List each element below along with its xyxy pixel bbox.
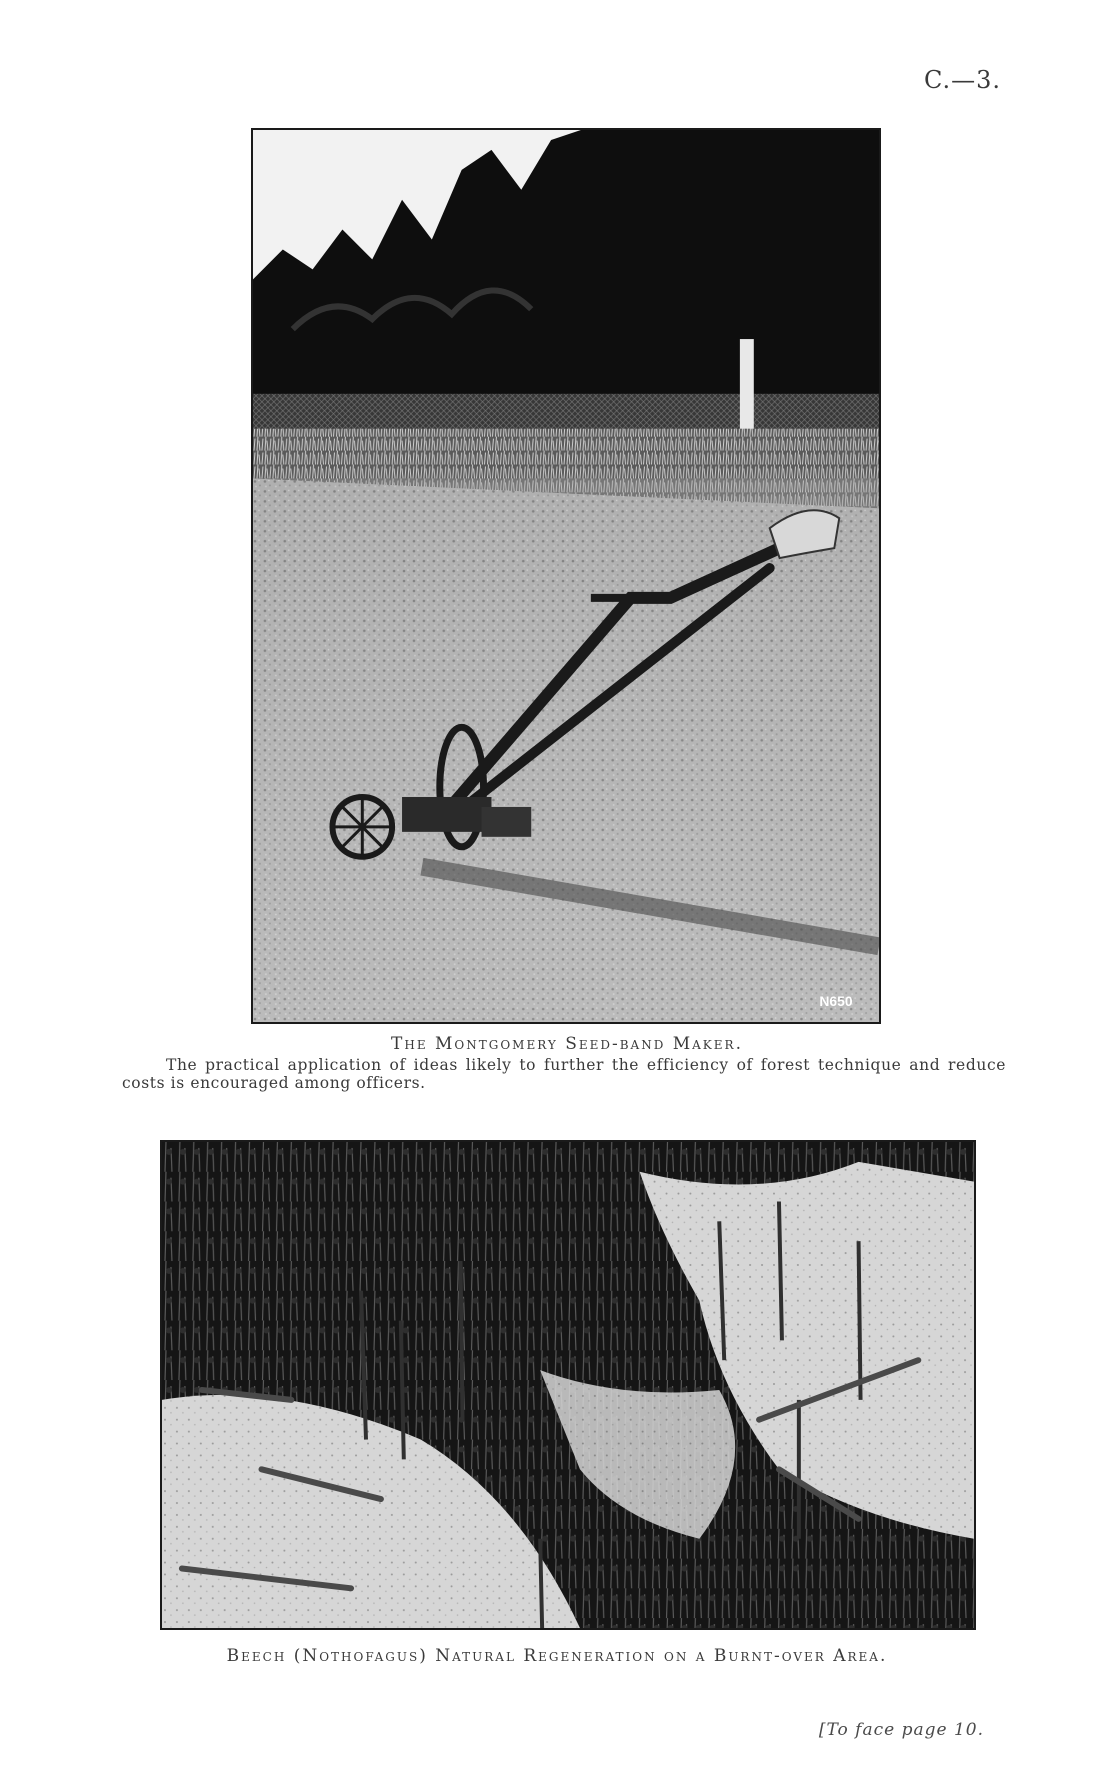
figure-2-caption-title: Beech (Nothofagus) Natural Regeneration on a Burnt-over Area. [226,1646,888,1666]
beech-regeneration-illustration [162,1142,974,1628]
seed-band-maker-photo [251,128,881,1024]
facing-page-note: [To face page 10. [818,1720,984,1740]
figure-1-caption-title: The Montgomery Seed-band Maker. [391,1034,743,1054]
page-reference: C.—3. [923,66,1001,94]
figure-1-caption-body: The practical application of ideas likely to further the efficiency of forest technique and reduce costs is encouraged among officers. [122,1056,1006,1092]
beech-regeneration-photo [160,1140,976,1630]
seed-band-maker-illustration [253,130,879,1022]
photo-label: N650 [819,993,853,1010]
